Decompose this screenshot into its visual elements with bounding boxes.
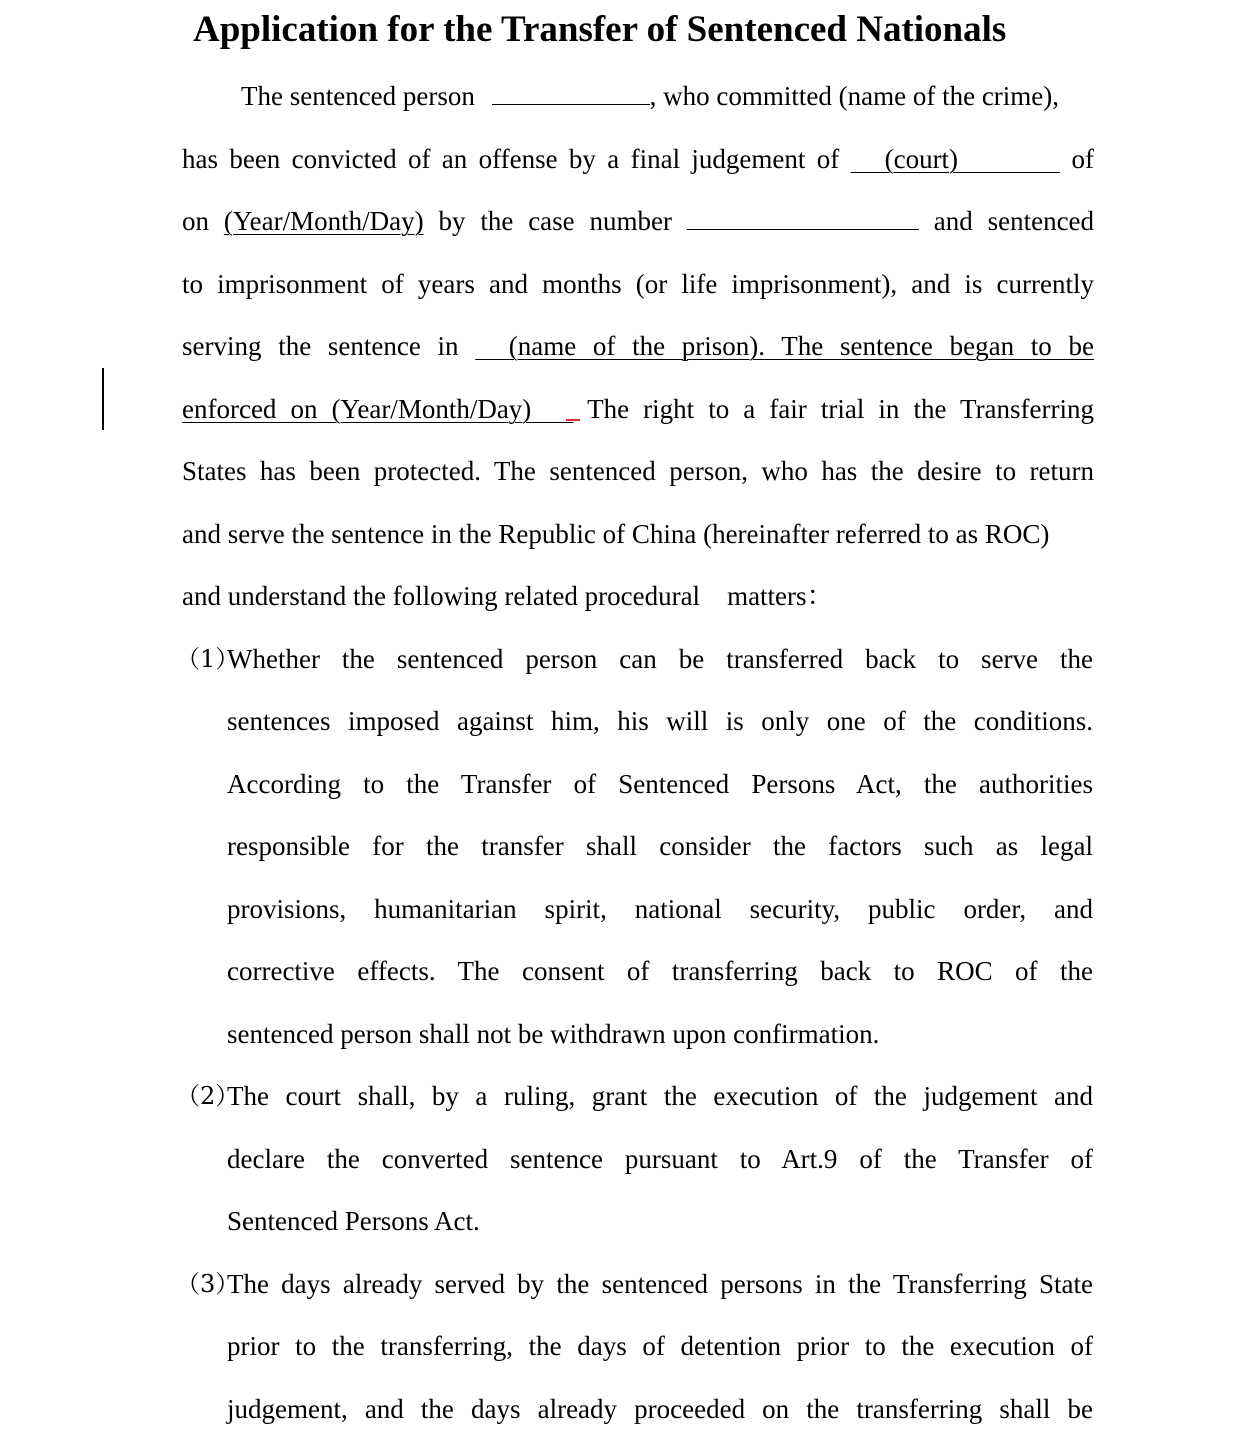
case-number-blank[interactable]	[687, 207, 919, 230]
intro-text: States has been protected. The sentenced person, who has the desire to return	[182, 456, 1094, 486]
item-1-line-5: provisions, humanitarian spirit, national security, public order, and	[227, 894, 1093, 924]
enforced-date-field[interactable]	[182, 394, 574, 424]
intro-line-6	[182, 392, 1094, 426]
intro-line-5	[182, 329, 1094, 363]
item-3-line-1: The days already served by the sentenced persons in the Transferring State	[227, 1269, 1093, 1299]
sentenced-person-blank[interactable]	[492, 82, 650, 105]
item-1-line-1: Whether the sentenced person can be transferred back to serve the	[227, 644, 1093, 674]
item-number: （1）	[176, 645, 240, 673]
item-2-line-3: Sentenced Persons Act.	[227, 1206, 480, 1236]
item-2-line-1: The court shall, by a ruling, grant the execution of the judgement and	[227, 1081, 1093, 1111]
enforced-date-label: enforced on (Year/Month/Day)	[182, 394, 532, 424]
intro-text: and serve the sentence in the Republic of China (hereinafter referred to as ROC)	[182, 519, 1050, 549]
court-field[interactable]	[851, 144, 1061, 174]
item-number: （2）	[176, 1082, 240, 1110]
court-label: (court)	[884, 144, 959, 174]
intro-text: of	[1071, 144, 1094, 174]
intro-text: and sentenced	[933, 206, 1095, 236]
prison-label: (name of the prison). The sentence began to be	[508, 331, 1094, 361]
item-1-line-2: sentences imposed against him, his will is only one of the conditions.	[227, 706, 1093, 736]
item-2-line-2: declare the converted sentence pursuant to Art.9 of the Transfer of	[227, 1144, 1093, 1174]
intro-text: The right to a fair trial in the Transferring	[587, 394, 1095, 424]
intro-line-7	[182, 454, 1094, 488]
item-number: （3）	[176, 1270, 240, 1298]
prison-field[interactable]	[475, 331, 1094, 361]
intro-text: serving the sentence in	[182, 331, 459, 361]
text-cursor	[102, 368, 104, 430]
intro-line-3	[182, 204, 1094, 238]
item-1-line-4: responsible for the transfer shall consider the factors such as legal	[227, 831, 1093, 861]
intro-text: , who committed (name of the crime),	[649, 81, 1060, 111]
intro-text: The sentenced person	[241, 81, 475, 111]
item-3-line-3: judgement, and the days already proceeded on the transferring shall be	[227, 1394, 1093, 1424]
item-1-line-6: corrective effects. The consent of transferring back to ROC of the	[227, 956, 1093, 986]
item-1-line-7: sentenced person shall not be withdrawn upon confirmation.	[227, 1019, 880, 1049]
intro-text: by the case number	[438, 206, 672, 236]
item-3-line-2: prior to the transferring, the days of detention prior to the execution of	[227, 1331, 1093, 1361]
document-title: Application for the Transfer of Sentenced Nationals	[193, 9, 1007, 50]
item-1-line-3: According to the Transfer of Sentenced Persons Act, the authorities	[227, 769, 1093, 799]
intro-text: to imprisonment of years and months (or life imprisonment), and is currently	[182, 269, 1094, 299]
intro-line-1	[241, 79, 1059, 113]
intro-text: on	[182, 206, 209, 236]
spellcheck-mark	[566, 419, 580, 421]
intro-line-4	[182, 267, 1094, 301]
judgement-date-field[interactable]: (Year/Month/Day)	[223, 206, 424, 236]
intro-text: has been convicted of an offense by a final judgement of	[182, 144, 840, 174]
intro-line-9	[182, 579, 834, 613]
intro-line-2	[182, 142, 1094, 176]
intro-line-8	[182, 517, 1049, 551]
intro-text: and understand the following related procedural matters：	[182, 581, 834, 611]
